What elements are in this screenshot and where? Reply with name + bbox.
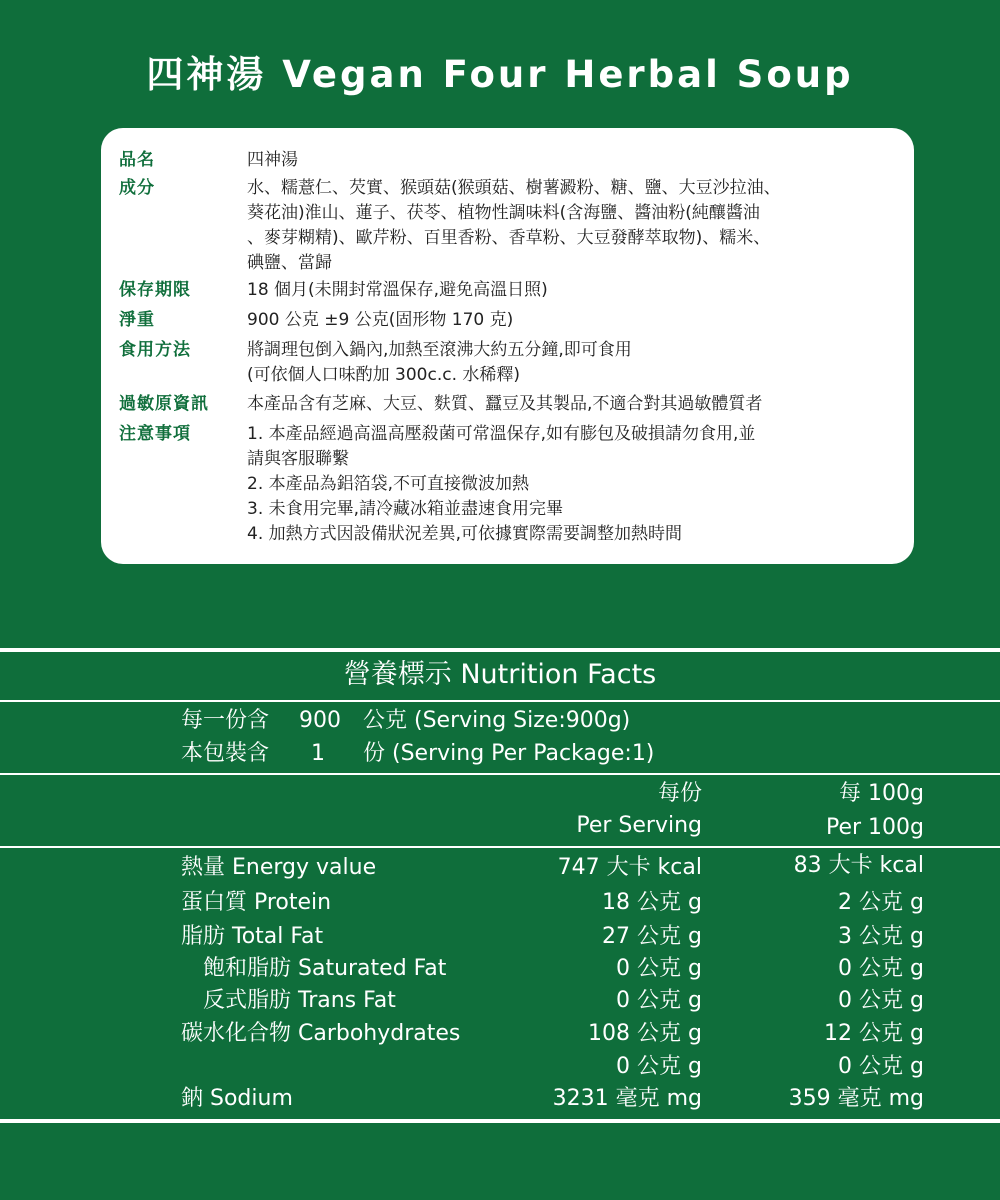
nutrient-name-trans-fat: 反式脂肪 Trans Fat — [203, 988, 396, 1013]
info-row-usage — [119, 338, 894, 388]
ingredients-label: 成分 — [119, 178, 155, 198]
nutrition-bottom-rule — [0, 1119, 1000, 1123]
ingredients-line: 水、糯薏仁、芡實、猴頭菇(猴頭菇、樹薯澱粉、糖、鹽、大豆沙拉油、 — [247, 178, 781, 198]
nutrient-per-100g: 0 公克 g — [838, 956, 924, 981]
usage-value — [247, 338, 894, 388]
info-row-notes — [119, 422, 894, 547]
nutrient-per-serving: 3231 毫克 mg — [552, 1086, 702, 1111]
servings-rule — [0, 773, 1000, 775]
info-row-allergen — [119, 392, 894, 417]
ingredients-line: 葵花油)淮山、蓮子、茯苓、植物性調味料(含海鹽、醬油粉(純釀醬油 — [247, 203, 760, 223]
info-row-name — [119, 148, 894, 173]
nutrient-per-100g: 359 毫克 mg — [788, 1086, 924, 1111]
notes-line: 2. 本產品為鋁箔袋,不可直接微波加熱 — [247, 474, 530, 494]
allergen-value: 本產品含有芝麻、大豆、麩質、蠶豆及其製品,不適合對其過敏體質者 — [247, 394, 763, 414]
shelf-life-value: 18 個月(未開封常溫保存,避免高溫日照) — [247, 280, 548, 300]
nutrient-name-energy: 熱量 Energy value — [181, 855, 377, 880]
col-per-serving-en: Per Serving — [576, 813, 702, 838]
nutrient-per-100g: 0 公克 g — [838, 988, 924, 1013]
notes-line: 4. 加熱方式因設備狀況差異,可依據實際需要調整加熱時間 — [247, 524, 683, 544]
notes-line: 1. 本產品經過高溫高壓殺菌可常溫保存,如有膨包及破損請勿食用,並 — [247, 424, 756, 444]
notes-line: 請與客服聯繫 — [247, 449, 349, 469]
notes-value — [247, 422, 894, 547]
usage-label: 食用方法 — [119, 340, 191, 360]
allergen-label: 過敏原資訊 — [119, 394, 209, 414]
net-weight-value: 900 公克 ±9 公克(固形物 170 克) — [247, 310, 514, 330]
nutrient-per-serving: 108 公克 g — [588, 1021, 702, 1046]
nutrient-name-protein: 蛋白質 Protein — [181, 890, 332, 915]
ingredients-line: 、麥芽糊精)、歐芹粉、百里香粉、香草粉、大豆發酵萃取物)、糯米、 — [247, 228, 771, 248]
ingredients-value — [247, 176, 894, 276]
nutrient-per-100g: 12 公克 g — [824, 1021, 924, 1046]
nutrient-per-serving: 0 公克 g — [616, 988, 702, 1013]
serving-size-row — [181, 706, 630, 736]
nutrient-name-sodium: 鈉 Sodium — [181, 1086, 293, 1111]
nutrient-per-serving: 18 公克 g — [602, 890, 702, 915]
usage-line: 將調理包倒入鍋內,加熱至滾沸大約五分鐘,即可食用 — [247, 340, 632, 360]
net-weight-label: 淨重 — [119, 310, 155, 330]
serving-size-label: 每一份含 — [181, 708, 270, 733]
servings-per-package-amount: 1 — [311, 741, 325, 766]
ingredients-line: 碘鹽、當歸 — [247, 253, 332, 273]
nutrient-per-serving: 0 公克 g — [616, 1054, 702, 1079]
info-row-ingredients — [119, 176, 894, 276]
page-title: 四神湯 Vegan Four Herbal Soup — [146, 53, 854, 96]
nutrition-title-rule — [0, 700, 1000, 702]
nutrient-per-serving: 0 公克 g — [616, 956, 702, 981]
nutrient-per-100g: 83 大卡 kcal — [793, 853, 924, 878]
col-per-serving-zh: 每份 — [657, 781, 702, 806]
nutrient-per-serving: 747 大卡 kcal — [557, 855, 702, 880]
nutrient-per-serving: 27 公克 g — [602, 924, 702, 949]
name-label: 品名 — [119, 150, 155, 170]
header-rule — [0, 846, 1000, 848]
shelf-life-label: 保存期限 — [119, 280, 191, 300]
nutrient-name-total-fat: 脂肪 Total Fat — [181, 924, 324, 949]
servings-per-package-unit: 份 (Serving Per Package:1) — [363, 741, 655, 766]
info-row-shelf-life — [119, 278, 894, 303]
nutrient-per-100g: 2 公克 g — [838, 890, 924, 915]
nutrient-per-100g: 0 公克 g — [838, 1054, 924, 1079]
col-per-100g-zh: 每 100g — [839, 781, 924, 806]
product-info-card — [101, 128, 914, 564]
nutrient-name-saturated-fat: 飽和脂肪 Saturated Fat — [203, 956, 447, 981]
serving-size-amount: 900 — [299, 708, 341, 733]
nutrient-name-carbohydrates: 碳水化合物 Carbohydrates — [181, 1021, 461, 1046]
info-row-net-weight — [119, 308, 894, 333]
name-value: 四神湯 — [247, 150, 298, 170]
nutrition-title: 營養標示 Nutrition Facts — [343, 659, 657, 690]
notes-label: 注意事項 — [119, 424, 191, 444]
col-per-100g-en: Per 100g — [825, 815, 924, 840]
serving-size-unit: 公克 (Serving Size:900g) — [363, 708, 631, 733]
servings-per-package-row — [181, 739, 654, 769]
nutrition-top-rule — [0, 648, 1000, 652]
notes-line: 3. 未食用完畢,請冷藏冰箱並盡速食用完畢 — [247, 499, 564, 519]
servings-per-package-label: 本包裝含 — [181, 741, 270, 766]
usage-line: (可依個人口味酌加 300c.c. 水稀釋) — [247, 365, 521, 385]
nutrient-per-100g: 3 公克 g — [838, 924, 924, 949]
